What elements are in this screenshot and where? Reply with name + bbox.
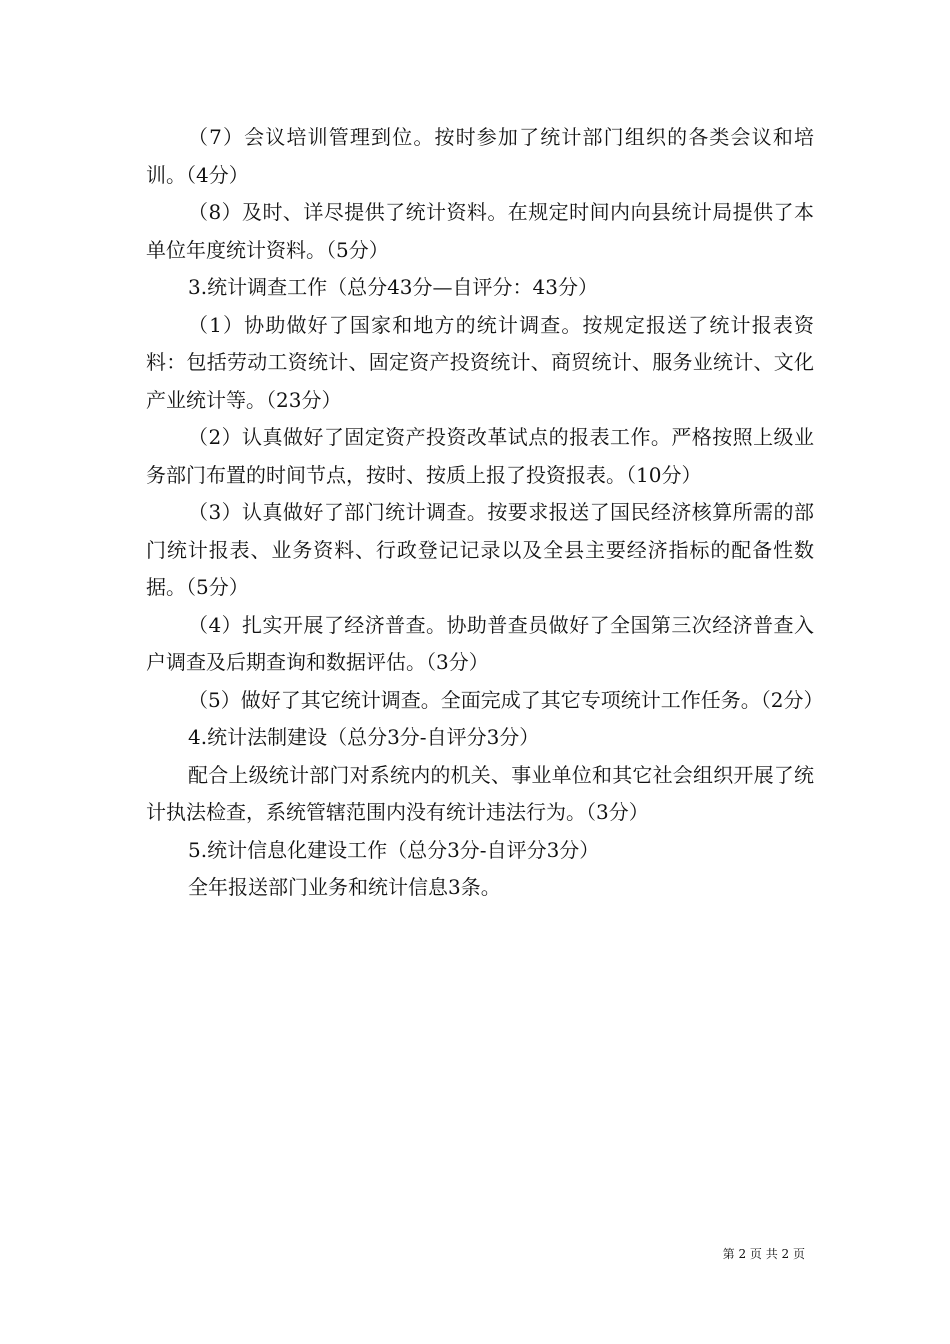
paragraph-info: 全年报送部门业务和统计信息3条。 <box>188 875 501 899</box>
paragraph-survey-2: （2）认真做好了固定资产投资改革试点的报表工作。严格按照上级业务部门布置的时间节点，按时、按质上报了投资报表。（10分） <box>146 425 814 487</box>
paragraph-survey-5: （5）做好了其它统计调查。全面完成了其它专项统计工作任务。（2分） <box>188 687 824 712</box>
document-body <box>146 119 824 907</box>
paragraph-legal: 配合上级统计部门对系统内的机关、事业单位和其它社会组织开展了统计执法检查，系统管辖范围内没有统计违法行为。（3分） <box>146 762 814 824</box>
paragraph-item-7: （7）会议培训管理到位。按时参加了统计部门组织的各类会议和培训。（4分） <box>146 125 814 187</box>
paragraph-survey-3: （3）认真做好了部门统计调查。按要求报送了国民经济核算所需的部门统计报表、业务资料、行政登记记录以及全县主要经济指标的配备性数据。（5分） <box>146 500 814 599</box>
paragraph-survey-1: （1）协助做好了国家和地方的统计调查。按规定报送了统计报表资料：包括劳动工资统计、固定资产投资统计、商贸统计、服务业统计、文化产业统计等。（23分） <box>146 312 814 412</box>
page-number-footer: 第 2 页 共 2 页 <box>722 1247 805 1261</box>
paragraph-item-8: （8）及时、详尽提供了统计资料。在规定时间内向县统计局提供了本单位年度统计资料。（5分） <box>146 200 814 262</box>
section-heading-4: 4.统计法制建设（总分3分-自评分3分） <box>188 725 540 749</box>
section-heading-3: 3.统计调查工作（总分43分—自评分：43分） <box>188 275 598 299</box>
paragraph-survey-4: （4）扎实开展了经济普查。协助普查员做好了全国第三次经济普查入户调查及后期查询和数据评估。（3分） <box>146 612 814 674</box>
section-heading-5: 5.统计信息化建设工作（总分3分-自评分3分） <box>188 837 600 862</box>
